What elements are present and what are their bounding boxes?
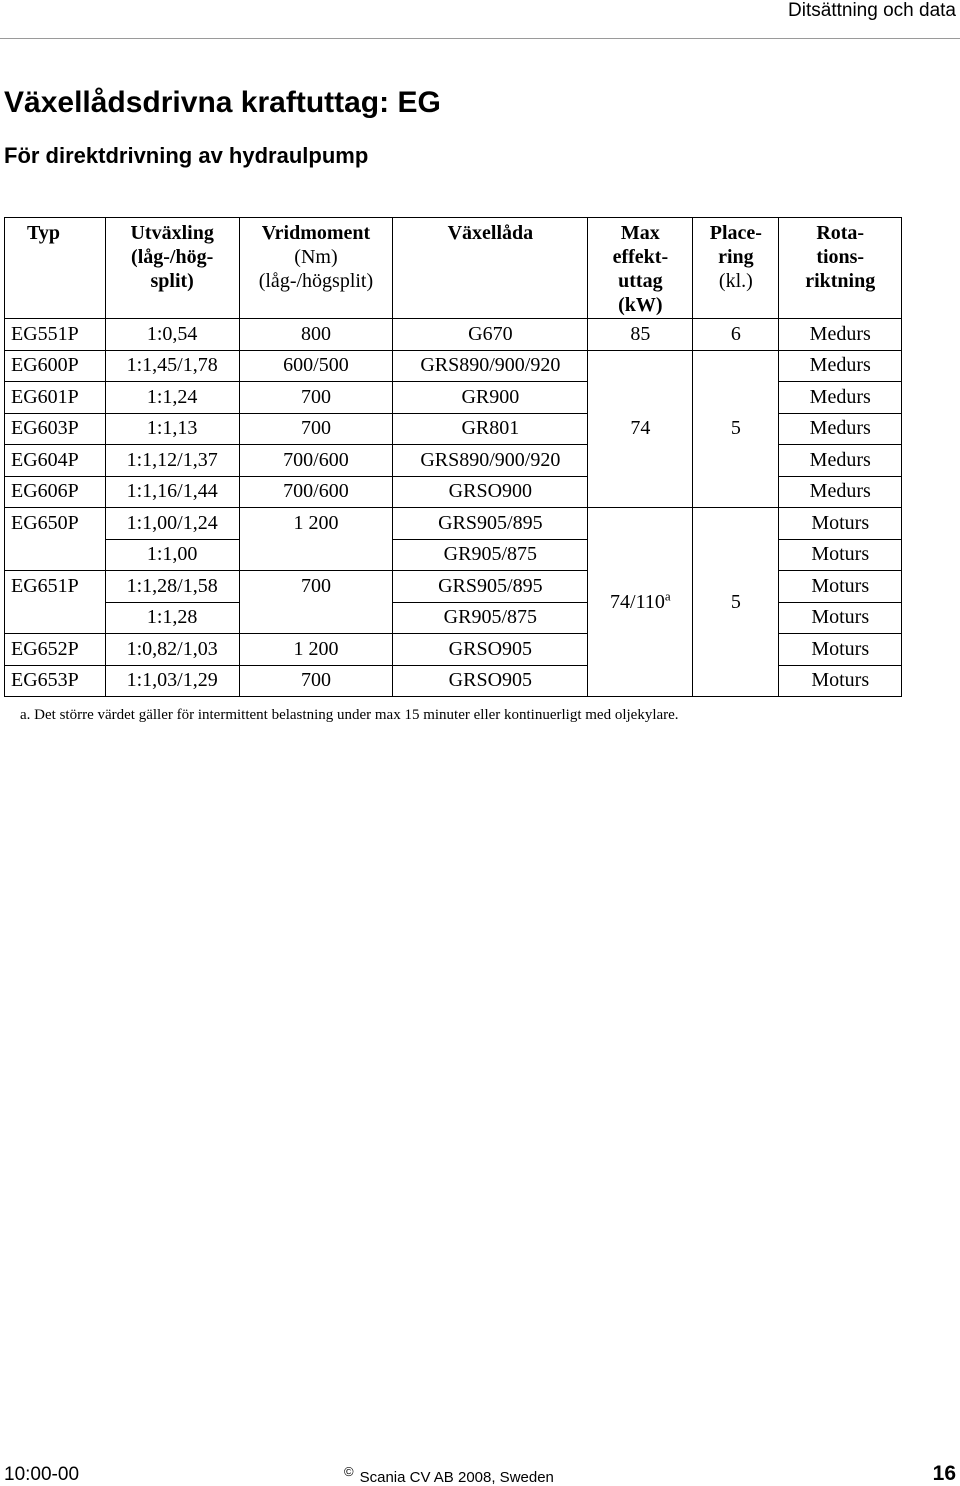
cell-typ: EG606P <box>5 476 106 508</box>
pto-spec-table <box>4 217 902 697</box>
cell-vaxellada: GR905/875 <box>393 602 588 634</box>
page-title: Växellådsdrivna kraftuttag: EG <box>4 86 441 119</box>
cell-utvaxling: 1:1,16/1,44 <box>105 476 239 508</box>
cell-typ: EG600P <box>5 350 106 382</box>
cell-utvaxling: 1:1,13 <box>105 413 239 445</box>
cell-vaxellada: GR900 <box>393 382 588 414</box>
cell-vaxellada: GRS905/895 <box>393 508 588 540</box>
cell-rotation: Medurs <box>779 476 902 508</box>
header-line: Utväxling <box>130 222 214 244</box>
header-line: riktning <box>805 270 876 292</box>
cell-max-effekt <box>588 508 693 697</box>
cell-typ <box>5 602 106 634</box>
footnote-marker: a <box>664 587 671 603</box>
header-line: Max <box>620 222 660 244</box>
header-line: Vridmoment <box>261 222 371 244</box>
header-line: Rota- <box>816 222 865 244</box>
cell-typ: EG650P <box>5 508 106 540</box>
cell-placering: 5 <box>693 350 779 508</box>
header-line: (Nm) <box>294 246 338 268</box>
table-footnote <box>20 707 679 724</box>
cell-rotation: Moturs <box>779 665 902 697</box>
cell-rotation: Medurs <box>779 319 902 351</box>
cell-vaxellada: GRSO905 <box>393 665 588 697</box>
header-divider <box>0 38 960 39</box>
header-line: effekt- <box>612 246 669 268</box>
cell-vridmoment <box>239 539 393 571</box>
cell-vridmoment: 700/600 <box>239 476 393 508</box>
cell-vridmoment: 700/600 <box>239 445 393 477</box>
copyright-icon: © <box>344 1464 354 1479</box>
cell-rotation: Moturs <box>779 634 902 666</box>
cell-typ: EG551P <box>5 319 106 351</box>
cell-vridmoment <box>239 602 393 634</box>
cell-vridmoment: 800 <box>239 319 393 351</box>
cell-vaxellada: GRSO900 <box>393 476 588 508</box>
cell-utvaxling: 1:1,12/1,37 <box>105 445 239 477</box>
table-row <box>5 508 902 540</box>
cell-utvaxling: 1:0,54 <box>105 319 239 351</box>
table-row <box>5 319 902 351</box>
header-line: (låg-/hög- <box>131 246 214 268</box>
cell-vaxellada: GRS890/900/920 <box>393 445 588 477</box>
cell-typ: EG603P <box>5 413 106 445</box>
cell-typ: EG653P <box>5 665 106 697</box>
cell-rotation: Medurs <box>779 413 902 445</box>
cell-utvaxling: 1:0,82/1,03 <box>105 634 239 666</box>
cell-vridmoment: 700 <box>239 382 393 414</box>
cell-typ: EG651P <box>5 571 106 603</box>
header-vaxellada: Växellåda <box>393 218 588 319</box>
header-line: (kW) <box>618 294 663 316</box>
cell-typ: EG604P <box>5 445 106 477</box>
cell-rotation: Moturs <box>779 571 902 603</box>
cell-rotation: Moturs <box>779 508 902 540</box>
header-line: (kl.) <box>718 270 753 292</box>
header-utvaxling <box>105 218 239 319</box>
cell-vaxellada: G670 <box>393 319 588 351</box>
header-placering <box>693 218 779 319</box>
cell-vaxellada: GR801 <box>393 413 588 445</box>
cell-rotation: Medurs <box>779 445 902 477</box>
header-typ: Typ <box>5 218 106 319</box>
cell-utvaxling: 1:1,28/1,58 <box>105 571 239 603</box>
cell-utvaxling: 1:1,00 <box>105 539 239 571</box>
header-line: Place- <box>709 222 762 244</box>
cell-vaxellada: GR905/875 <box>393 539 588 571</box>
cell-max-effekt: 74 <box>588 350 693 508</box>
cell-vaxellada: GRS890/900/920 <box>393 350 588 382</box>
page-number: 16 <box>932 1462 956 1485</box>
cell-typ: EG601P <box>5 382 106 414</box>
cell-rotation: Moturs <box>779 539 902 571</box>
document-code: 10:00-00 <box>4 1464 80 1485</box>
header-line: uttag <box>618 270 663 292</box>
table-row <box>5 350 902 382</box>
header-max-effekt <box>588 218 693 319</box>
header-vridmoment <box>239 218 393 319</box>
header-line: (låg-/högsplit) <box>258 270 374 292</box>
cell-vaxellada: GRSO905 <box>393 634 588 666</box>
cell-utvaxling: 1:1,00/1,24 <box>105 508 239 540</box>
cell-utvaxling: 1:1,45/1,78 <box>105 350 239 382</box>
cell-vridmoment: 700 <box>239 665 393 697</box>
copyright-text: Scania CV AB 2008, Sweden <box>359 1469 554 1486</box>
cell-typ <box>5 539 106 571</box>
header-line: split) <box>150 270 194 292</box>
cell-utvaxling: 1:1,24 <box>105 382 239 414</box>
cell-vridmoment: 700 <box>239 413 393 445</box>
header-rotation <box>779 218 902 319</box>
footnote-label: a. <box>20 707 31 723</box>
cell-typ: EG652P <box>5 634 106 666</box>
cell-vridmoment: 600/500 <box>239 350 393 382</box>
cell-placering: 6 <box>693 319 779 351</box>
header-line: ring <box>718 246 754 268</box>
cell-utvaxling: 1:1,03/1,29 <box>105 665 239 697</box>
cell-utvaxling: 1:1,28 <box>105 602 239 634</box>
cell-vridmoment: 1 200 <box>239 634 393 666</box>
section-title: Ditsättning och data <box>788 0 956 21</box>
header-line: tions- <box>816 246 865 268</box>
max-effekt-value: 74/110 <box>610 590 665 613</box>
cell-rotation: Medurs <box>779 382 902 414</box>
table-header-row <box>5 218 902 319</box>
cell-rotation: Moturs <box>779 602 902 634</box>
cell-rotation: Medurs <box>779 350 902 382</box>
cell-placering: 5 <box>693 508 779 697</box>
cell-vridmoment: 1 200 <box>239 508 393 540</box>
cell-max-effekt: 85 <box>588 319 693 351</box>
footnote-text: Det större värdet gäller för intermittent belastning under max 15 minuter eller kontinuerligt med oljekylare. <box>34 707 679 723</box>
cell-vridmoment: 700 <box>239 571 393 603</box>
cell-vaxellada: GRS905/895 <box>393 571 588 603</box>
page-subtitle: För direktdrivning av hydraulpump <box>4 143 369 168</box>
